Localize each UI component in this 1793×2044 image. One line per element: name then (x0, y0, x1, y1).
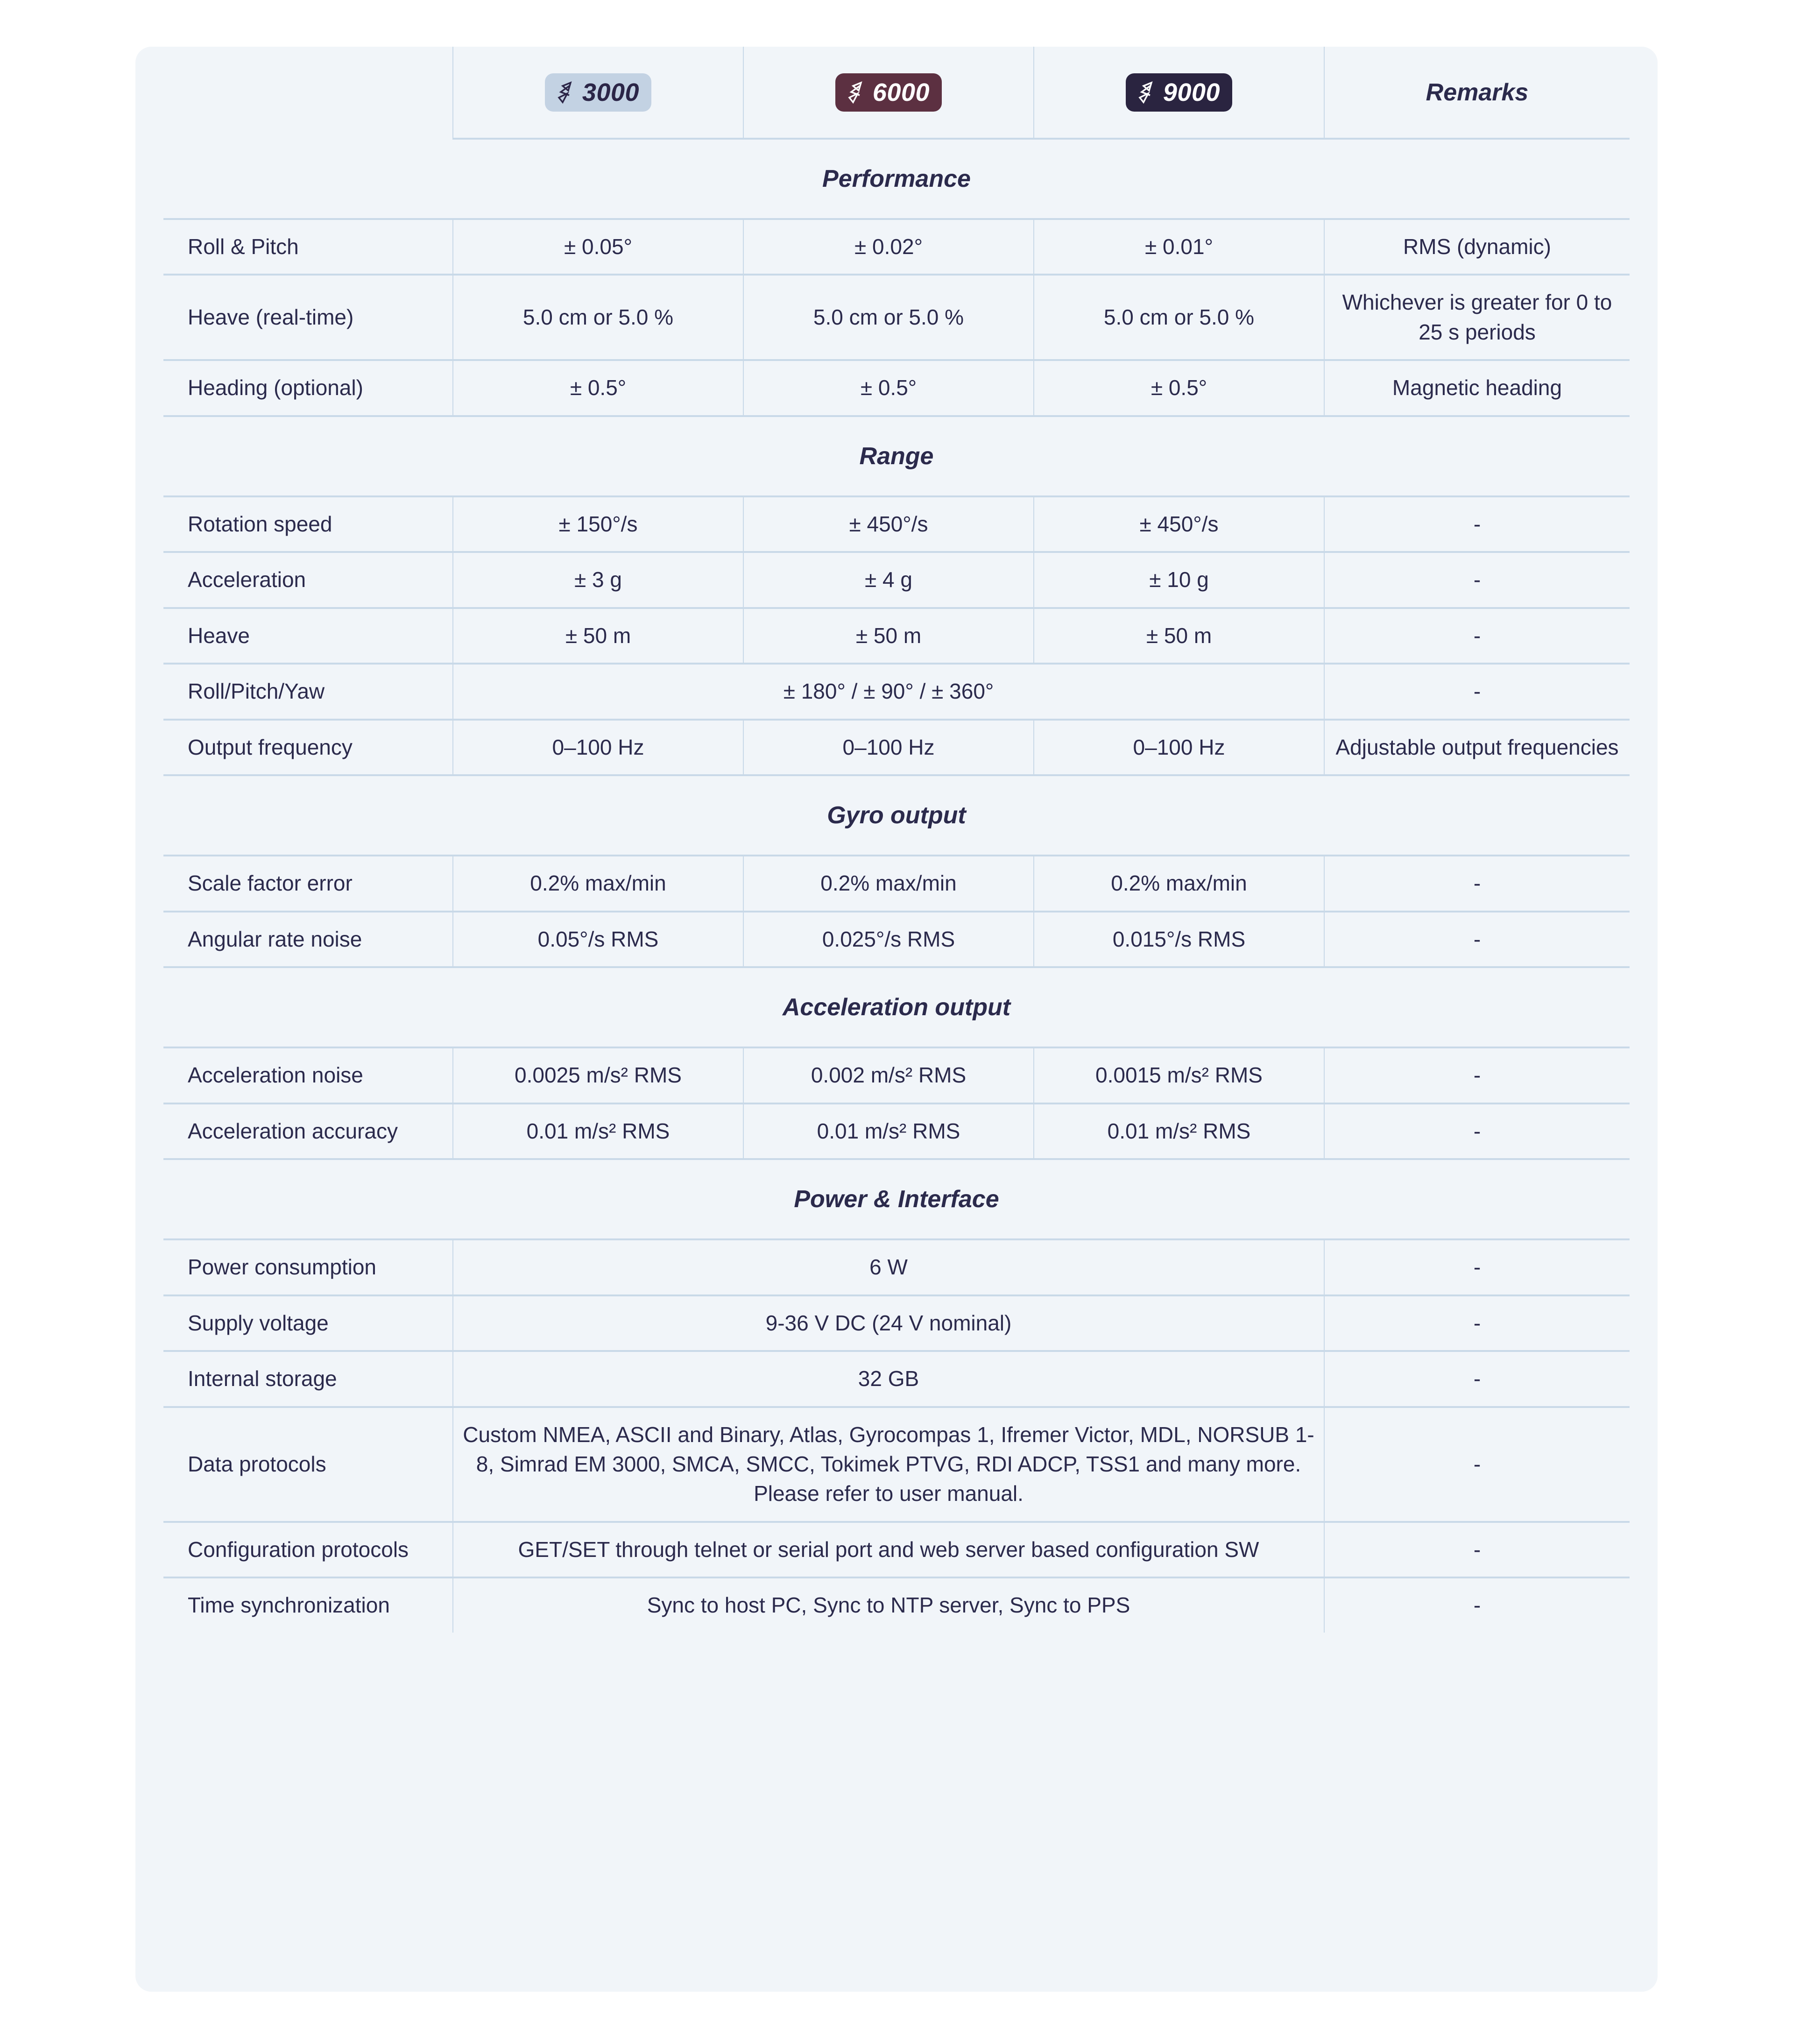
model-badge-3000[interactable] (545, 73, 651, 112)
norsub-arrow-icon (555, 80, 576, 105)
section-title: Gyro output (163, 775, 1630, 856)
table-row (163, 496, 1630, 552)
row-remarks: - (1324, 1103, 1630, 1159)
row-value-9000: 0–100 Hz (1034, 720, 1324, 775)
norsub-arrow-icon (846, 80, 866, 105)
model-badge-9000[interactable] (1126, 73, 1232, 112)
row-value-3000: ± 0.05° (453, 219, 743, 275)
spec-table-card (135, 47, 1658, 1992)
row-value-spanned: 6 W (453, 1239, 1324, 1295)
row-value-9000: ± 0.5° (1034, 360, 1324, 416)
row-label: Scale factor error (163, 856, 453, 911)
row-label: Output frequency (163, 720, 453, 775)
row-remarks: RMS (dynamic) (1324, 219, 1630, 275)
table-body (163, 47, 1630, 1633)
row-label: Acceleration noise (163, 1047, 453, 1103)
row-remarks: - (1324, 664, 1630, 719)
remarks-header-label: Remarks (1426, 78, 1529, 106)
row-value-6000: ± 50 m (743, 608, 1034, 664)
row-label: Time synchronization (188, 1593, 390, 1618)
row-value-9000: 0.0015 m/s² RMS (1034, 1047, 1324, 1103)
row-remarks: - (1324, 1295, 1630, 1351)
row-value-spanned: GET/SET through telnet or serial port and web server based configuration SW (453, 1522, 1324, 1577)
row-label: Supply voltage (163, 1295, 453, 1351)
table-row (163, 1351, 1630, 1407)
table-row (163, 664, 1630, 719)
norsub-arrow-icon (1136, 80, 1157, 105)
row-value-6000: 0.002 m/s² RMS (743, 1047, 1034, 1103)
row-value-9000: 0.2% max/min (1034, 856, 1324, 911)
row-value-9000: ± 50 m (1034, 608, 1324, 664)
row-remarks: Whichever is greater for 0 to 25 s periods (1324, 275, 1630, 360)
row-value-9000: ± 0.01° (1034, 219, 1324, 275)
row-value-3000: 5.0 cm or 5.0 % (453, 275, 743, 360)
row-value-3000: ± 0.5° (453, 360, 743, 416)
row-value-9000: ± 10 g (1034, 552, 1324, 608)
row-value-6000: ± 0.5° (743, 360, 1034, 416)
row-value-9000: 5.0 cm or 5.0 % (1034, 275, 1324, 360)
row-label: Acceleration accuracy (163, 1103, 453, 1159)
row-label: Heave (163, 608, 453, 664)
row-label: Roll/Pitch/Yaw (163, 664, 453, 719)
model-badge-6000[interactable] (835, 73, 942, 112)
row-label: Internal storage (163, 1351, 453, 1407)
row-value-6000: ± 0.02° (743, 219, 1034, 275)
section-title: Performance (163, 139, 1630, 219)
row-remarks: - (1324, 496, 1630, 552)
row-value-9000: 0.01 m/s² RMS (1034, 1103, 1324, 1159)
row-value-spanned: Sync to host PC, Sync to NTP server, Sync to PPS (453, 1577, 1324, 1632)
row-label: Power consumption (163, 1239, 453, 1295)
row-remarks: - (1324, 1047, 1630, 1103)
row-remarks: - (1324, 1577, 1630, 1632)
table-row (163, 360, 1630, 416)
row-value-spanned: 32 GB (453, 1351, 1324, 1407)
section-header-row (163, 967, 1630, 1047)
table-row (163, 1047, 1630, 1103)
row-value-3000: ± 3 g (453, 552, 743, 608)
row-remarks: Magnetic heading (1324, 360, 1630, 416)
table-row (163, 219, 1630, 275)
section-header-row (163, 139, 1630, 219)
table-row (163, 1407, 1630, 1522)
row-value-3000: 0.2% max/min (453, 856, 743, 911)
table-row (163, 1522, 1630, 1577)
row-remarks: - (1324, 1522, 1630, 1577)
header-cell-m3000 (453, 47, 743, 139)
row-value-3000: 0.01 m/s² RMS (453, 1103, 743, 1159)
section-title: Acceleration output (163, 967, 1630, 1047)
row-value-6000: 0.2% max/min (743, 856, 1034, 911)
row-value-6000: 5.0 cm or 5.0 % (743, 275, 1034, 360)
row-remarks: - (1324, 856, 1630, 911)
row-value-spanned: 9-36 V DC (24 V nominal) (453, 1295, 1324, 1351)
section-header-row (163, 1159, 1630, 1239)
row-value-spanned: ± 180° / ± 90° / ± 360° (453, 664, 1324, 719)
header-cell-remarks (1324, 47, 1630, 139)
row-value-3000: 0–100 Hz (453, 720, 743, 775)
row-label: Roll & Pitch (163, 219, 453, 275)
row-value-6000: ± 450°/s (743, 496, 1034, 552)
row-value-spanned: Custom NMEA, ASCII and Binary, Atlas, Gyrocompas 1, Ifremer Victor, MDL, NORSUB 1-8, Simrad EM 3000, SMCA, SMCC, Tokimek PTVG, RDI ADCP, TSS1 and many more. Please refer to user manual. (453, 1407, 1324, 1522)
table-row (163, 275, 1630, 360)
table-row (163, 552, 1630, 608)
table-row (163, 608, 1630, 664)
row-value-6000: 0.01 m/s² RMS (743, 1103, 1034, 1159)
row-value-3000: 0.0025 m/s² RMS (453, 1047, 743, 1103)
row-label: Heave (real-time) (163, 275, 453, 360)
table-row (163, 1103, 1630, 1159)
row-remarks: - (1324, 912, 1630, 967)
table-row (163, 1239, 1630, 1295)
specification-table (163, 47, 1630, 1633)
row-value-9000: 0.015°/s RMS (1034, 912, 1324, 967)
header-cell-m6000 (743, 47, 1034, 139)
row-value-6000: 0.025°/s RMS (743, 912, 1034, 967)
table-row (163, 856, 1630, 911)
row-value-3000: 0.05°/s RMS (453, 912, 743, 967)
header-cell-m9000 (1034, 47, 1324, 139)
section-title: Power & Interface (163, 1159, 1630, 1239)
row-label: Acceleration (163, 552, 453, 608)
row-value-3000: ± 50 m (453, 608, 743, 664)
model-badge-label: 3000 (582, 78, 640, 106)
row-label: Rotation speed (163, 496, 453, 552)
row-remarks: - (1324, 552, 1630, 608)
table-row (163, 912, 1630, 967)
row-value-9000: ± 450°/s (1034, 496, 1324, 552)
section-header-row (163, 775, 1630, 856)
table-header-row (163, 47, 1630, 139)
row-remarks: - (1324, 1407, 1630, 1522)
row-value-6000: 0–100 Hz (743, 720, 1034, 775)
row-value-6000: ± 4 g (743, 552, 1034, 608)
section-header-row (163, 416, 1630, 496)
row-label: Data protocols (163, 1407, 453, 1522)
row-value-3000: ± 150°/s (453, 496, 743, 552)
row-remarks: - (1324, 608, 1630, 664)
row-remarks: - (1324, 1239, 1630, 1295)
row-label: Configuration protocols (163, 1522, 453, 1577)
row-label: Heading (optional) (163, 360, 453, 416)
model-badge-label: 6000 (872, 78, 930, 106)
model-badge-label: 9000 (1163, 78, 1221, 106)
row-remarks: Adjustable output frequencies (1324, 720, 1630, 775)
row-remarks: - (1324, 1351, 1630, 1407)
row-label: Angular rate noise (163, 912, 453, 967)
header-spacer-cell (163, 47, 453, 139)
table-row (163, 1295, 1630, 1351)
table-row (163, 1577, 1630, 1632)
table-row (163, 720, 1630, 775)
section-title: Range (163, 416, 1630, 496)
